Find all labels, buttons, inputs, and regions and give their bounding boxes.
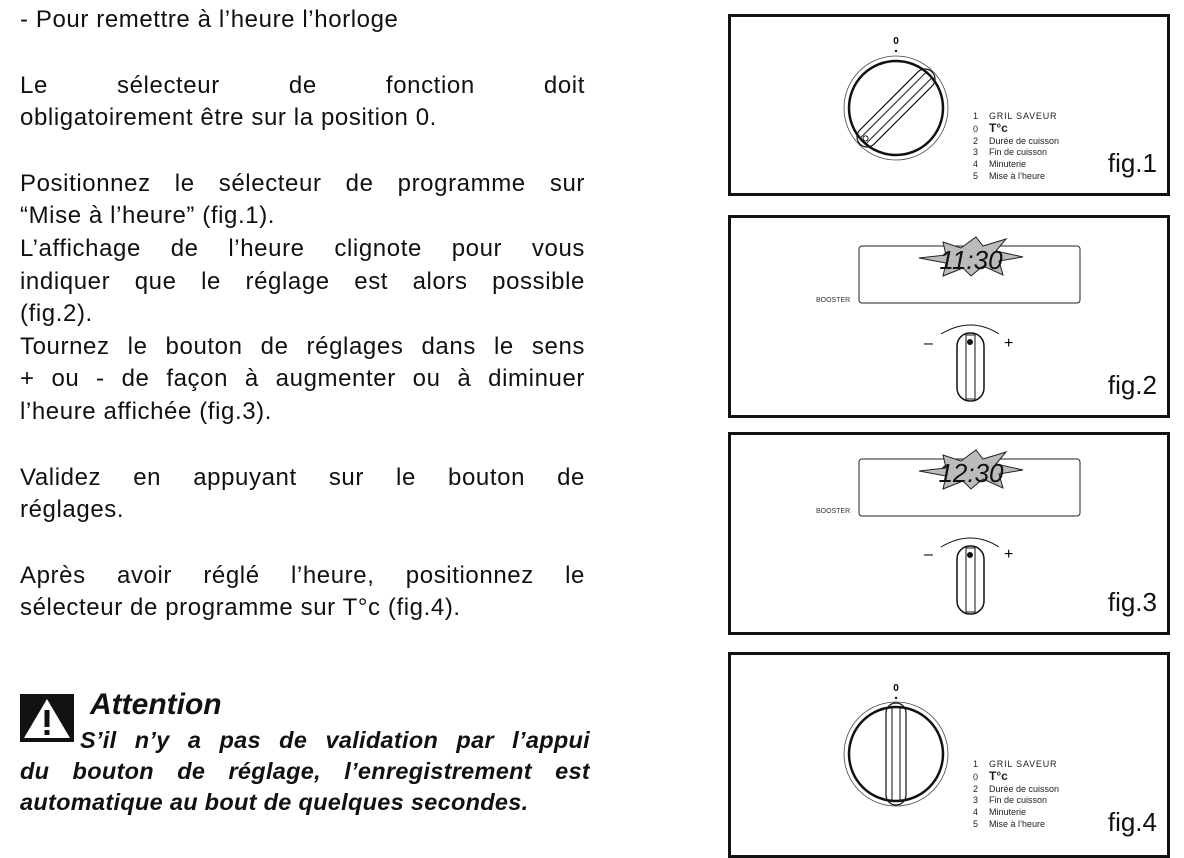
- figure-4: [728, 652, 1170, 858]
- legend-label: Durée de cuisson: [989, 783, 1060, 794]
- legend-number: 4: [973, 159, 979, 170]
- legend-number: 4: [973, 807, 979, 818]
- selector-dial-mise-a-lheure: [731, 17, 1167, 193]
- text-line: Positionnez le sélecteur de programme sur: [20, 169, 585, 197]
- instructions-text: [20, 4, 585, 625]
- legend-label: Minuterie: [989, 159, 1027, 170]
- legend-item: [973, 147, 1059, 159]
- figure-label: fig.4: [1107, 807, 1157, 837]
- text-line: l’heure affichée (fig.3).: [20, 397, 273, 425]
- figure-label: fig.3: [1107, 587, 1157, 617]
- text-line: + ou - de façon à augmenter ou à diminuer: [20, 365, 585, 393]
- legend-label: T°c: [989, 120, 1008, 135]
- figure-1: [728, 14, 1170, 196]
- legend-number: 2: [973, 135, 979, 146]
- display-and-knob: [731, 218, 1167, 415]
- legend-number: 1: [973, 759, 979, 769]
- svg-text:0: 0: [893, 36, 899, 47]
- svg-text:11:30: 11:30: [939, 245, 1003, 275]
- legend-label: Minuterie: [989, 807, 1027, 818]
- legend-item: [973, 159, 1059, 171]
- legend-item: [973, 120, 1059, 136]
- legend-number: 5: [973, 818, 979, 829]
- figure-3: [728, 432, 1170, 635]
- selector-dial-temperature: [731, 655, 1167, 855]
- text-line: - Pour remettre à l’heure l’horloge: [20, 6, 399, 33]
- figure-label: fig.2: [1107, 370, 1157, 400]
- legend-item: [973, 759, 1059, 771]
- legend-item: [973, 795, 1059, 807]
- svg-text:+: +: [1004, 335, 1014, 352]
- legend-label: Durée de cuisson: [989, 135, 1060, 146]
- legend-label: GRIL SAVEUR: [989, 759, 1058, 769]
- text-line: Le sélecteur de fonction doit: [20, 71, 585, 99]
- legend-item: [973, 111, 1059, 123]
- legend-number: 3: [973, 795, 979, 806]
- attention-line: automatique au bout de quelques secondes.: [20, 789, 529, 815]
- text-line: Après avoir réglé l’heure, positionnez le: [20, 561, 585, 589]
- svg-text:BOOSTER: BOOSTER: [816, 297, 851, 304]
- legend-item: [973, 171, 1059, 183]
- text-line: Validez en appuyant sur le bouton de: [20, 463, 585, 491]
- svg-text:–: –: [924, 546, 933, 563]
- text-line: Tournez le bouton de réglages dans le sens: [20, 332, 585, 360]
- text-line: indiquer que le réglage est alors possible: [20, 267, 585, 295]
- text-line: réglages.: [20, 496, 125, 524]
- svg-text:BOOSTER: BOOSTER: [816, 508, 851, 515]
- legend-item: [973, 819, 1059, 831]
- legend-label: Fin de cuisson: [989, 795, 1048, 806]
- legend-number: 3: [973, 147, 979, 158]
- legend-item: [973, 784, 1059, 796]
- program-legend: [973, 111, 1059, 183]
- svg-text:+: +: [1004, 546, 1014, 563]
- legend-number: 0: [973, 771, 979, 782]
- figure-label: fig.1: [1107, 148, 1157, 178]
- legend-label: Fin de cuisson: [989, 147, 1048, 158]
- legend-number: 1: [973, 111, 979, 121]
- svg-text:12:30: 12:30: [938, 458, 1004, 488]
- text-line: (fig.2).: [20, 300, 93, 328]
- legend-label: T°c: [989, 768, 1008, 783]
- attention-text: [20, 725, 590, 818]
- figure-2: [728, 215, 1170, 418]
- legend-number: 2: [973, 783, 979, 794]
- text-line: obligatoirement être sur la position 0.: [20, 104, 437, 132]
- svg-text:0: 0: [893, 683, 899, 694]
- attention-line: S’il n’y a pas de validation par l’appui: [80, 727, 590, 753]
- legend-item: [973, 136, 1059, 148]
- program-legend: [973, 759, 1059, 831]
- display-and-knob: [731, 435, 1167, 632]
- legend-label: Mise à l’heure: [989, 818, 1046, 829]
- legend-number: 0: [973, 123, 979, 134]
- attention-line: du bouton de réglage, l’enregistrement est: [20, 758, 590, 784]
- legend-number: 5: [973, 170, 979, 181]
- attention-title: Attention: [90, 688, 222, 721]
- text-line: “Mise à l’heure” (fig.1).: [20, 202, 276, 230]
- text-line: sélecteur de programme sur T°c (fig.4).: [20, 594, 461, 622]
- svg-text:–: –: [924, 335, 933, 352]
- text-line: L’affichage de l’heure clignote pour vous: [20, 234, 585, 262]
- legend-item: [973, 768, 1059, 784]
- legend-label: Mise à l’heure: [989, 170, 1046, 181]
- legend-item: [973, 807, 1059, 819]
- legend-label: GRIL SAVEUR: [989, 111, 1058, 121]
